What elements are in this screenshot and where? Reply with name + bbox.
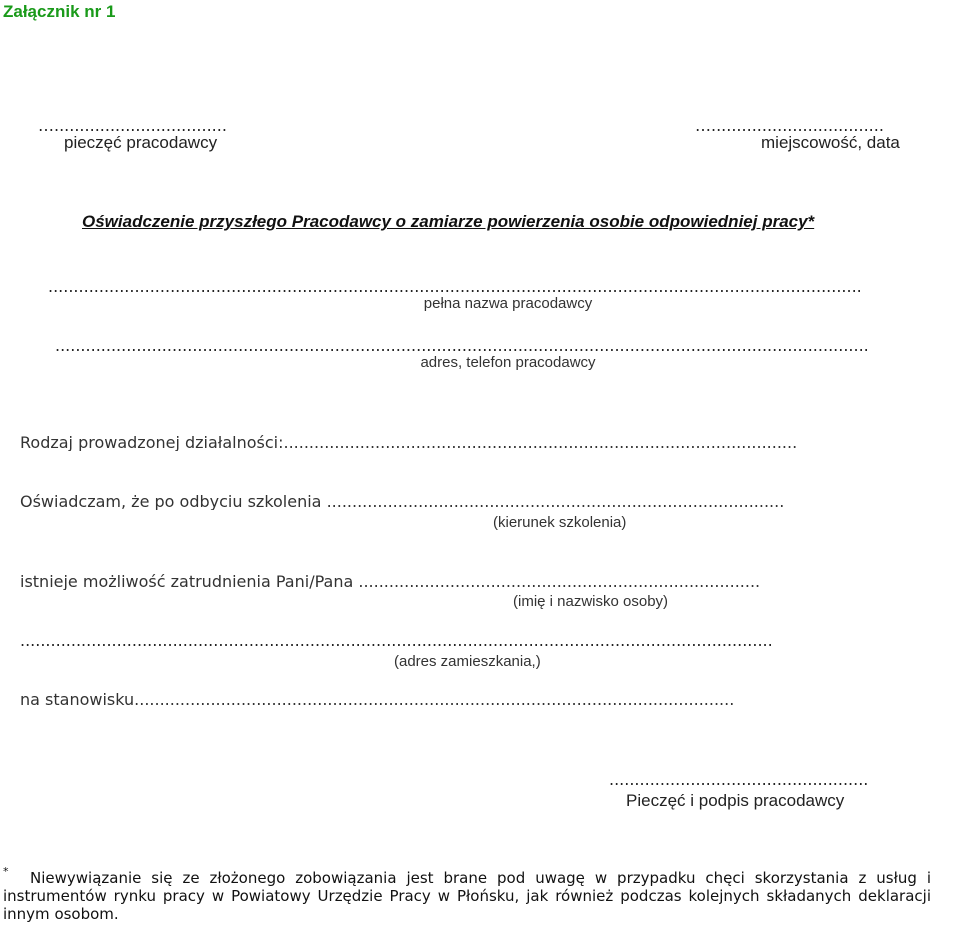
person-name-field[interactable]: istnieje możliwość zatrudnienia Pani/Pana ............................................................................... xyxy=(20,574,761,590)
signature-label: Pieczęć i podpis pracodawcy xyxy=(626,791,845,810)
person-name-label: (imię i nazwisko osoby) xyxy=(513,593,669,610)
employer-name-label: pełna nazwa pracodawcy xyxy=(423,295,593,312)
employer-address-label: adres, telefon pracodawcy xyxy=(420,354,596,371)
footnote-marker: * xyxy=(3,865,9,878)
activity-type-field[interactable]: Rodzaj prowadzonej działalności:..................................................................................................... xyxy=(20,435,798,451)
training-direction-label: (kierunek szkolenia) xyxy=(493,514,627,531)
footnote xyxy=(3,865,931,923)
statement-heading: Oświadczenie przyszłego Pracodawcy o zamiarze powierzenia osobie odpowiedniej pracy* xyxy=(82,212,815,231)
footnote-text: Niewywiązanie się ze złożonego zobowiązania jest brane pod uwagę w przypadku chęci skorzystania z usług i instrumentów rynku pracy w Powiatowy Urzędzie Pracy w Płońsku, jak również podczas kolejnych składanych deklaracji innym osobom. xyxy=(3,869,931,923)
signature-line[interactable]: ................................................... xyxy=(609,772,869,788)
employer-address-line[interactable]: ................................................................................................................................................................ xyxy=(55,338,869,354)
residence-address-line[interactable]: .................................................................................................................................................... xyxy=(20,633,773,649)
employer-stamp-label: pieczęć pracodawcy xyxy=(64,133,218,152)
annex-title: Załącznik nr 1 xyxy=(3,2,116,21)
place-date-line[interactable]: ….................................. xyxy=(695,116,884,135)
employer-name-line[interactable]: ................................................................................................................................................................ xyxy=(48,279,862,295)
place-date-label: miejscowość, data xyxy=(761,133,900,152)
residence-address-label: (adres zamieszkania,) xyxy=(394,653,541,670)
employer-stamp-line[interactable]: ….................................. xyxy=(38,116,227,135)
training-direction-field[interactable]: Oświadczam, że po odbyciu szkolenia .......................................................................................... xyxy=(20,494,785,510)
job-position-field[interactable]: na stanowisku...................................................................................................................... xyxy=(20,692,735,708)
